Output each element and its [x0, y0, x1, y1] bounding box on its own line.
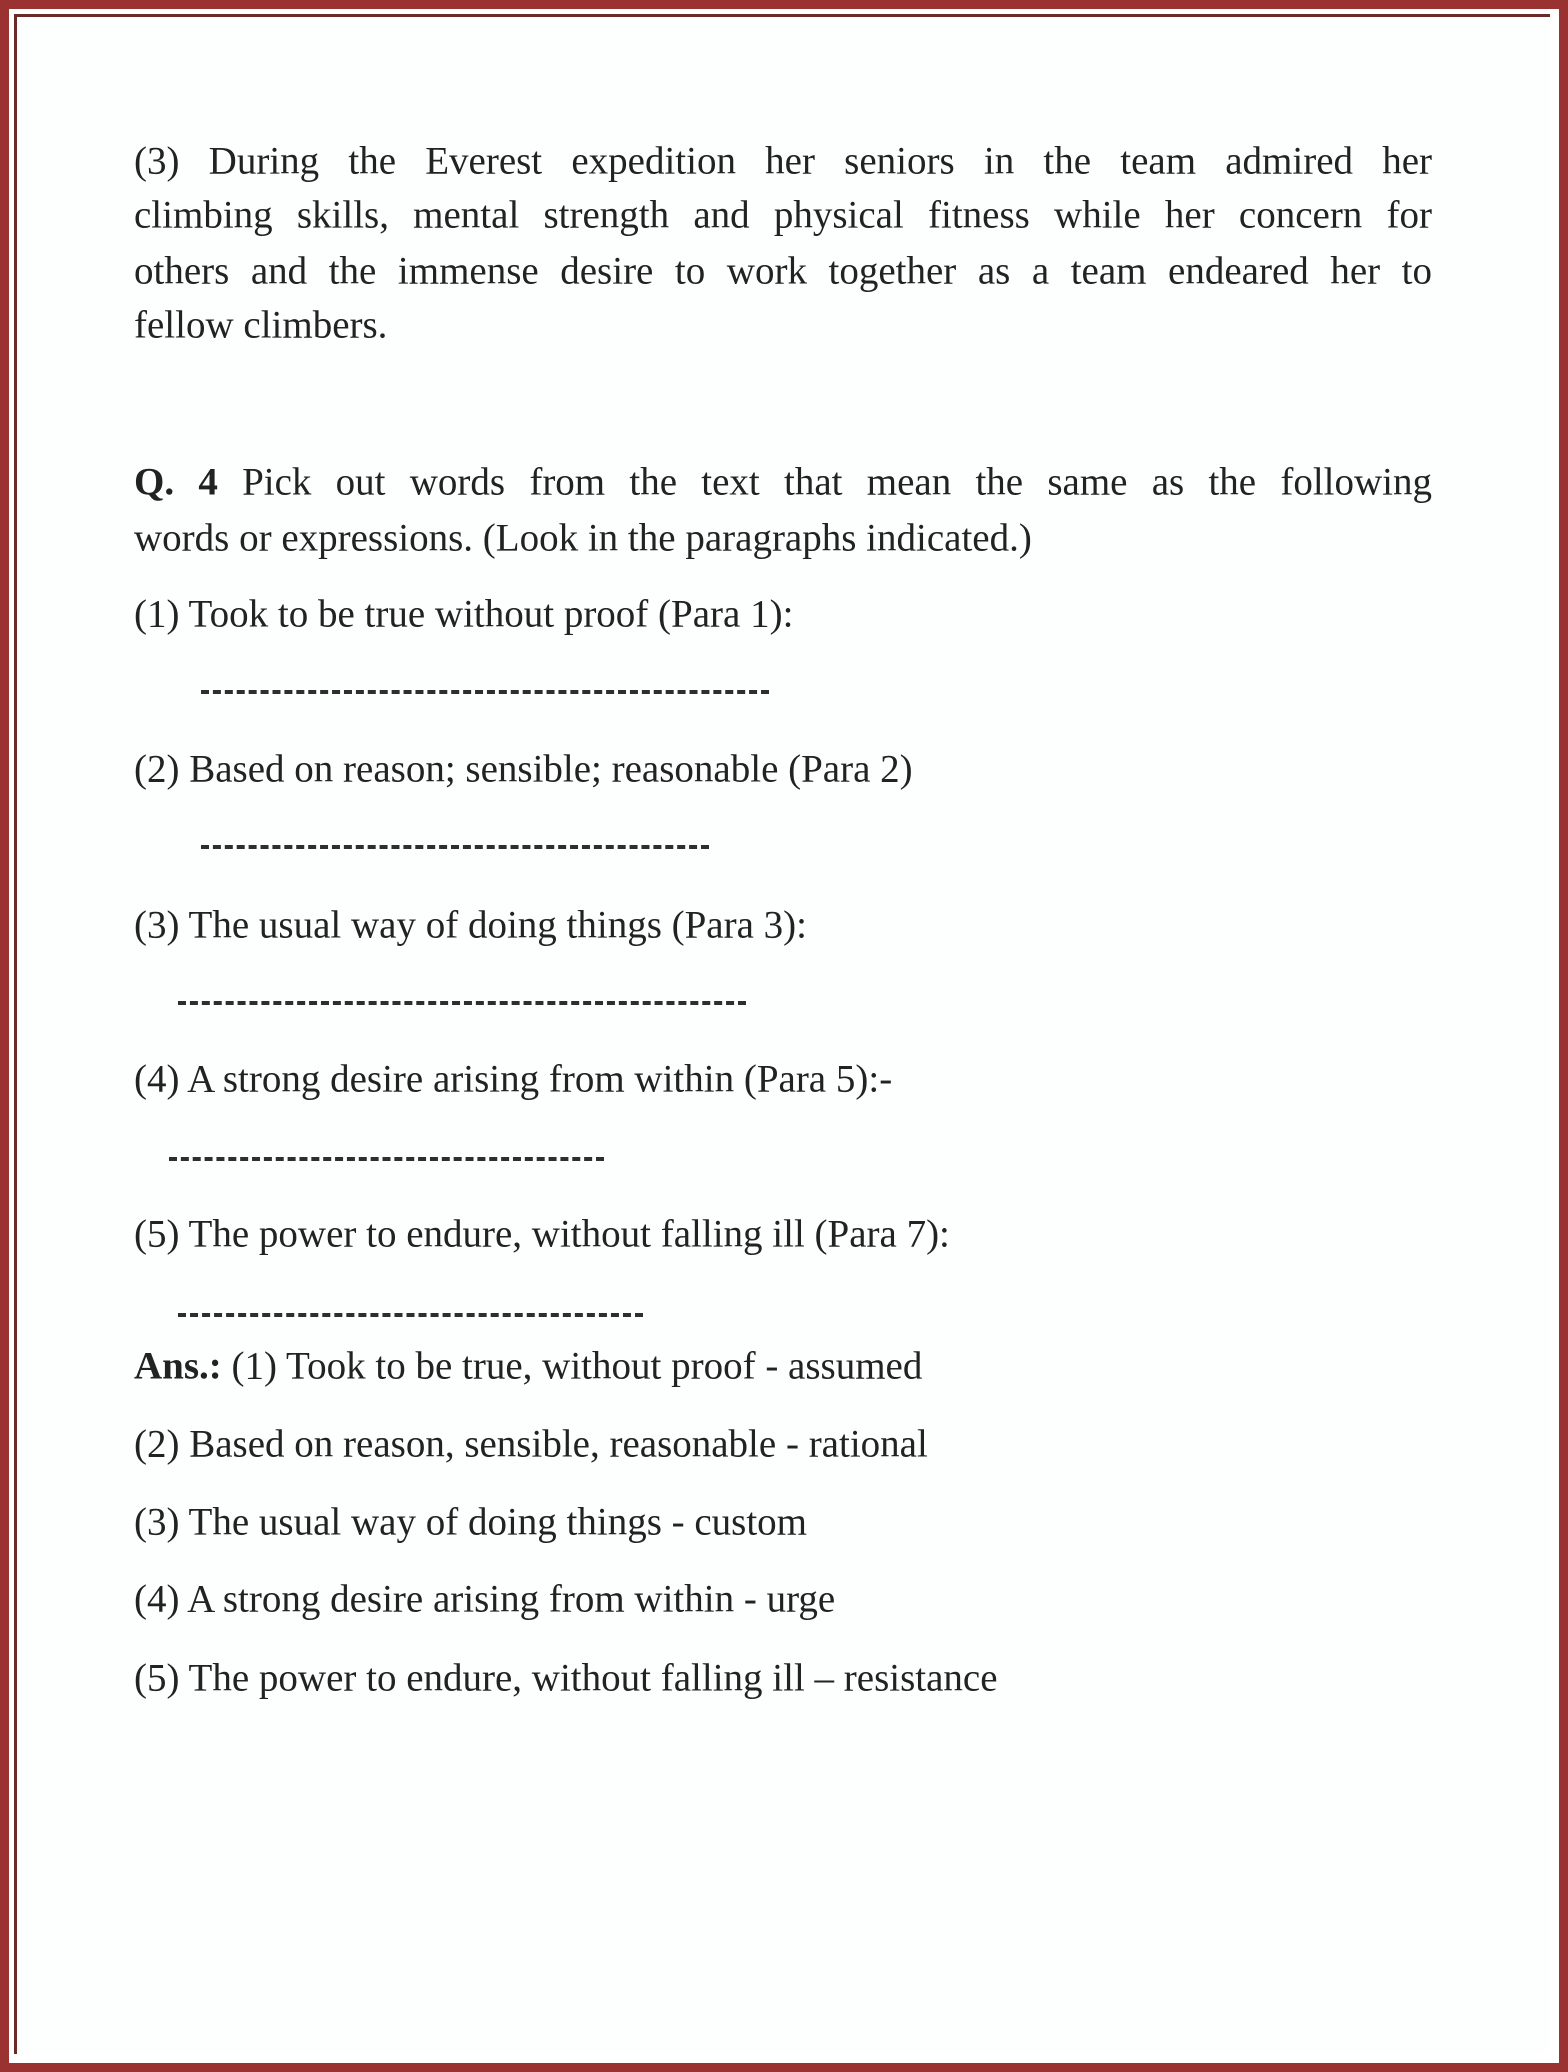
- answer-label: Ans.:: [134, 1344, 222, 1388]
- question-item: (3) The usual way of doing things (Para 3):: [134, 903, 807, 947]
- question-line-2: words or expressions. (Look in the paragraphs indicated.): [134, 516, 1032, 560]
- answer-blank[interactable]: [201, 845, 709, 849]
- answer-item: (5) The power to endure, without falling ill – resistance: [134, 1656, 998, 1700]
- answer-item: (3) The usual way of doing things - custom: [134, 1500, 808, 1544]
- paragraph-line: climbing skills, mental strength and physical fitness while her concern for: [134, 193, 1432, 237]
- paragraph-line: fellow climbers.: [134, 303, 388, 347]
- question-label: Q. 4: [134, 460, 218, 504]
- question-line-1: [134, 460, 1432, 504]
- answer-line: [134, 1344, 923, 1388]
- paragraph-line: (3) During the Everest expedition her seniors in the team admired her: [134, 139, 1432, 183]
- question-item: (2) Based on reason; sensible; reasonable (Para 2): [134, 747, 913, 791]
- paragraph-line: others and the immense desire to work together as a team endeared her to: [134, 249, 1432, 293]
- answer-item: (2) Based on reason, sensible, reasonable - rational: [134, 1422, 928, 1466]
- answer-blank[interactable]: [178, 1001, 746, 1005]
- answer-blank[interactable]: [169, 1157, 604, 1161]
- answer-blank[interactable]: [201, 690, 769, 694]
- question-item: (4) A strong desire arising from within (Para 5):-: [134, 1057, 893, 1101]
- answer-blank[interactable]: [178, 1313, 643, 1317]
- question-text: Pick out words from the text that mean the same as the following: [242, 460, 1432, 504]
- answer-item: (1) Took to be true, without proof - assumed: [231, 1344, 923, 1388]
- question-item: (5) The power to endure, without falling ill (Para 7):: [134, 1212, 950, 1256]
- question-item: (1) Took to be true without proof (Para 1):: [134, 592, 794, 636]
- answer-item: (4) A strong desire arising from within - urge: [134, 1577, 836, 1621]
